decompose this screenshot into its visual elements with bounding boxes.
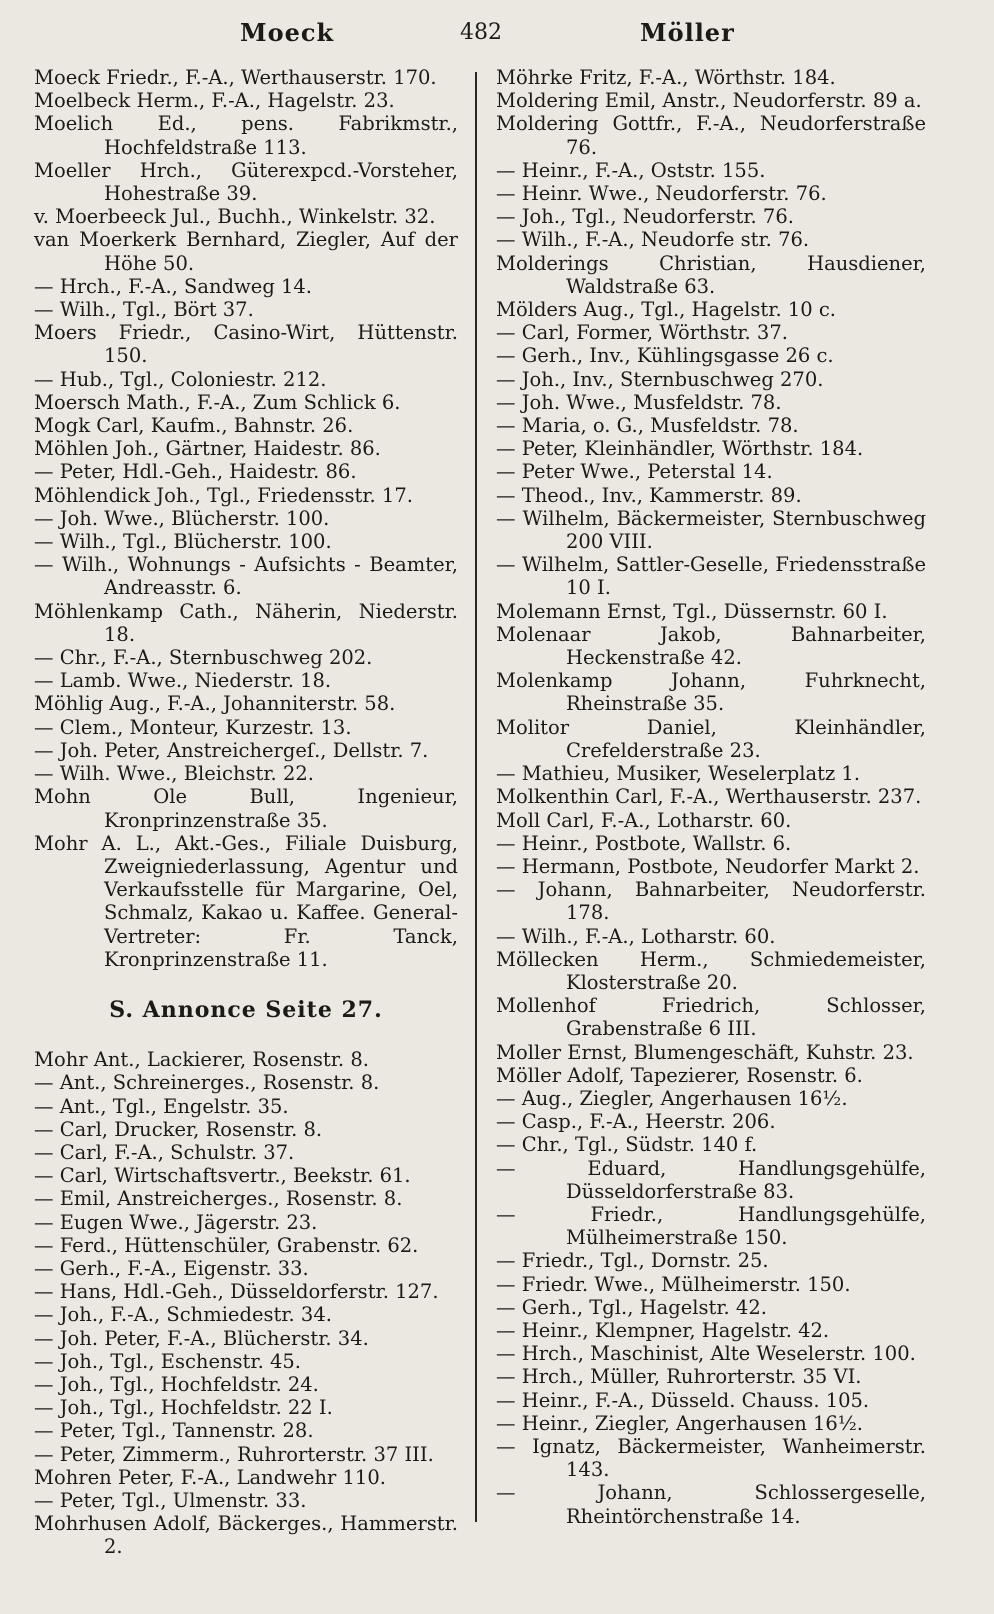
directory-entry: — Friedr. Wwe., Mülheimerstr. 150.: [496, 1272, 851, 1296]
directory-entry: — Ferd., Hüttenschüler, Grabenstr. 62.: [34, 1233, 419, 1257]
directory-entry: — Johann, Bahnarbeiter, Neudorferstr. 178.: [496, 878, 926, 925]
directory-entry: — Gerh., F.-A., Eigenstr. 33.: [34, 1256, 309, 1280]
directory-entry: — Peter Wwe., Peterstal 14.: [496, 460, 773, 484]
directory-entry: — Heinr., Klempner, Hagelstr. 42.: [496, 1318, 830, 1342]
directory-entry: — Friedr., Handlungsgehülfe, Mülheimerstraße 150.: [496, 1202, 926, 1250]
directory-entry: Mollenhof Friedrich, Schlosser, Grabenstraße 6 III.: [496, 994, 926, 1041]
directory-entry: Moll Carl, F.-A., Lotharstr. 60.: [496, 808, 792, 832]
directory-entry: — Gerh., Tgl., Hagelstr. 42.: [496, 1295, 767, 1319]
directory-entry: — Eugen Wwe., Jägerstr. 23.: [34, 1210, 318, 1234]
directory-entry: — Peter, Tgl., Ulmenstr. 33.: [34, 1488, 307, 1512]
right-column: [496, 66, 926, 1528]
directory-entry: Molkenthin Carl, F.-A., Werthauserstr. 237.: [496, 785, 922, 809]
directory-entry: — Joh. Wwe., Blücherstr. 100.: [34, 506, 330, 530]
left-column: [34, 66, 458, 1559]
directory-entry: — Wilhelm, Sattler-Geselle, Friedensstraße 10 I.: [496, 553, 926, 600]
directory-entry: — Joh., Tgl., Hochfeldstr. 24.: [34, 1372, 319, 1396]
directory-entry: Möller Adolf, Tapezierer, Rosenstr. 6.: [496, 1063, 863, 1087]
directory-entry: — Heinr. Wwe., Neudorferstr. 76.: [496, 182, 827, 206]
page-header: [0, 18, 994, 58]
directory-entry: Moersch Math., F.-A., Zum Schlick 6.: [34, 390, 401, 414]
directory-entry: — Aug., Ziegler, Angerhausen 16½.: [496, 1086, 848, 1110]
directory-entry: Moelich Ed., pens. Fabrikmstr., Hochfeldstraße 113.: [34, 112, 458, 159]
directory-entry: v. Moerbeeck Jul., Buchh., Winkelstr. 32.: [34, 205, 436, 229]
directory-entry: — Peter, Zimmerm., Ruhrorterstr. 37 III.: [34, 1442, 434, 1466]
directory-entry: Moeck Friedr., F.-A., Werthauserstr. 170.: [34, 66, 437, 89]
directory-entry: — Chr., Tgl., Südstr. 140 f.: [496, 1133, 758, 1157]
directory-entry: — Hrch., Maschinist, Alte Weselerstr. 100.: [496, 1342, 916, 1366]
directory-entry: — Casp., F.-A., Heerstr. 206.: [496, 1110, 776, 1134]
directory-entry: Mogk Carl, Kaufm., Bahnstr. 26.: [34, 414, 354, 438]
directory-entry: Molenaar Jakob, Bahnarbeiter, Heckenstraße 42.: [496, 622, 926, 670]
directory-entry: — Maria, o. G., Musfeldstr. 78.: [496, 414, 799, 438]
directory-entry: — Joh., Tgl., Eschenstr. 45.: [34, 1349, 301, 1373]
header-left-keyword: Moeck: [240, 18, 335, 47]
directory-entry: Molitor Daniel, Kleinhändler, Crefelderstraße 23.: [496, 715, 926, 762]
directory-entry: — Hub., Tgl., Coloniestr. 212.: [34, 367, 327, 391]
directory-entry: — Carl, F.-A., Schulstr. 37.: [34, 1140, 295, 1164]
directory-entry: — Theod., Inv., Kammerstr. 89.: [496, 483, 802, 507]
directory-entry: — Lamb. Wwe., Niederstr. 18.: [34, 669, 332, 693]
directory-entry: — Mathieu, Musiker, Weselerplatz 1.: [496, 762, 861, 786]
directory-entry: Mohrhusen Adolf, Bäckerges., Hammerstr. 2.: [34, 1512, 458, 1559]
directory-entry: — Carl, Former, Wörthstr. 37.: [496, 321, 788, 345]
directory-entry: — Emil, Anstreicherges., Rosenstr. 8.: [34, 1187, 403, 1211]
directory-entry: Moelbeck Herm., F.-A., Hagelstr. 23.: [34, 89, 395, 113]
directory-entry: — Friedr., Tgl., Dornstr. 25.: [496, 1249, 769, 1273]
directory-entry: — Heinr., Postbote, Wallstr. 6.: [496, 831, 792, 855]
left-entries: [34, 66, 458, 971]
directory-entry: — Heinr., F.-A., Düsseld. Chauss. 105.: [496, 1388, 870, 1412]
directory-entry: Moeller Hrch., Güterexpcd.-Vorsteher, Hohestraße 39.: [34, 158, 458, 206]
directory-entry: Möllecken Herm., Schmiedemeister, Klosterstraße 20.: [496, 947, 926, 994]
directory-entry: Moldering Gottfr., F.-A., Neudorferstraße 76.: [496, 112, 926, 159]
directory-entry: — Eduard, Handlungsgehülfe, Düsseldorferstraße 83.: [496, 1156, 926, 1203]
directory-entry: — Hans, Hdl.-Geh., Düsseldorferstr. 127.: [34, 1280, 439, 1304]
directory-entry: — Wilh., F.-A., Lotharstr. 60.: [496, 924, 776, 948]
directory-entry: — Carl, Drucker, Rosenstr. 8.: [34, 1117, 323, 1141]
directory-entry: — Heinr., F.-A., Oststr. 155.: [496, 158, 766, 182]
directory-entry: Mohren Peter, F.-A., Landwehr 110.: [34, 1465, 386, 1489]
directory-entry: — Joh. Peter, F.-A., Blücherstr. 34.: [34, 1326, 369, 1350]
directory-entry: Moller Ernst, Blumengeschäft, Kuhstr. 23.: [496, 1040, 914, 1064]
directory-entry: Molenkamp Johann, Fuhrknecht, Rheinstraße 35.: [496, 669, 926, 716]
directory-entry: Molemann Ernst, Tgl., Düssernstr. 60 I.: [496, 599, 888, 623]
directory-entry: Möhrke Fritz, F.-A., Wörthstr. 184.: [496, 66, 836, 89]
directory-entry: Mohn Ole Bull, Ingenieur, Kronprinzenstraße 35.: [34, 785, 458, 832]
directory-entry: — Chr., F.-A., Sternbuschweg 202.: [34, 646, 373, 670]
directory-entry: Möhlen Joh., Gärtner, Haidestr. 86.: [34, 437, 381, 461]
directory-entry: — Peter, Kleinhändler, Wörthstr. 184.: [496, 437, 864, 461]
directory-entry: Möhlendick Joh., Tgl., Friedensstr. 17.: [34, 483, 413, 507]
directory-entry: Moers Friedr., Casino-Wirt, Hüttenstr. 150.: [34, 321, 458, 368]
directory-entry: — Johann, Schlossergeselle, Rheintörchenstraße 14.: [496, 1481, 926, 1528]
directory-entry: — Hrch., Müller, Ruhrorterstr. 35 VI.: [496, 1365, 862, 1389]
directory-entry: — Joh., Inv., Sternbuschweg 270.: [496, 367, 824, 391]
directory-entry: — Peter, Hdl.-Geh., Haidestr. 86.: [34, 460, 357, 484]
directory-entry: — Ant., Schreinerges., Rosenstr. 8.: [34, 1071, 380, 1095]
directory-entry: Mohr Ant., Lackierer, Rosenstr. 8.: [34, 1048, 369, 1072]
directory-entry: — Wilh., Wohnungs - Aufsichts - Beamter, Andreasstr. 6.: [34, 553, 458, 600]
directory-entry: — Joh. Wwe., Musfeldstr. 78.: [496, 390, 782, 414]
right-entries: [496, 66, 926, 1528]
directory-entry: — Gerh., Inv., Kühlingsgasse 26 c.: [496, 344, 834, 368]
directory-entry: — Wilh. Wwe., Bleichstr. 22.: [34, 762, 314, 786]
directory-entry: — Wilh., Tgl., Blücherstr. 100.: [34, 530, 332, 554]
directory-entry: — Ant., Tgl., Engelstr. 35.: [34, 1094, 289, 1118]
directory-entry: — Joh., Tgl., Neudorferstr. 76.: [496, 205, 794, 229]
directory-entry: — Joh., Tgl., Hochfeldstr. 22 I.: [34, 1396, 333, 1420]
directory-entry: — Wilh., Tgl., Bört 37.: [34, 298, 254, 322]
left-entries-after: [34, 1048, 458, 1558]
directory-entry: — Hermann, Postbote, Neudorfer Markt 2.: [496, 854, 920, 878]
directory-entry: — Clem., Monteur, Kurzestr. 13.: [34, 715, 352, 739]
directory-entry: — Heinr., Ziegler, Angerhausen 16½.: [496, 1411, 863, 1435]
directory-entry: van Moerkerk Bernhard, Ziegler, Auf der Höhe 50.: [34, 228, 458, 275]
directory-entry: — Wilh., F.-A., Neudorfe str. 76.: [496, 228, 810, 252]
directory-entry: Mohr A. L., Akt.-Ges., Filiale Duisburg, Zweigniederlassung, Agentur und Verkaufsstelle für Margarine, Oel, Schmalz, Kakao u. Kaffee. General-Vertreter: Fr. Tanck, Kronprinzenstraße 11.: [34, 831, 458, 971]
directory-entry: Moldering Emil, Anstr., Neudorferstr. 89 a.: [496, 89, 922, 113]
directory-entry: — Peter, Tgl., Tannenstr. 28.: [34, 1419, 314, 1443]
page-number: 482: [460, 20, 502, 45]
directory-entry: — Carl, Wirtschaftsvertr., Beekstr. 61.: [34, 1164, 411, 1188]
directory-entry: — Ignatz, Bäckermeister, Wanheimerstr. 143.: [496, 1434, 926, 1482]
directory-entry: — Joh. Peter, Anstreichergeſ., Dellstr. 7.: [34, 738, 429, 762]
header-right-keyword: Möller: [640, 18, 735, 47]
directory-entry: — Hrch., F.-A., Sandweg 14.: [34, 274, 313, 298]
announcement: S. Annonce Seite 27.: [109, 996, 383, 1023]
directory-entry: Molderings Christian, Hausdiener, Waldstraße 63.: [496, 251, 926, 298]
directory-entry: — Wilhelm, Bäckermeister, Sternbuschweg 200 VIII.: [496, 506, 926, 554]
directory-entry: Möhlenkamp Cath., Näherin, Niederstr. 18.: [34, 599, 458, 646]
column-divider: [475, 72, 477, 1522]
directory-entry: Möhlig Aug., F.-A., Johanniterstr. 58.: [34, 692, 396, 716]
directory-entry: — Joh., F.-A., Schmiedestr. 34.: [34, 1303, 332, 1327]
directory-entry: Mölders Aug., Tgl., Hagelstr. 10 c.: [496, 298, 836, 322]
